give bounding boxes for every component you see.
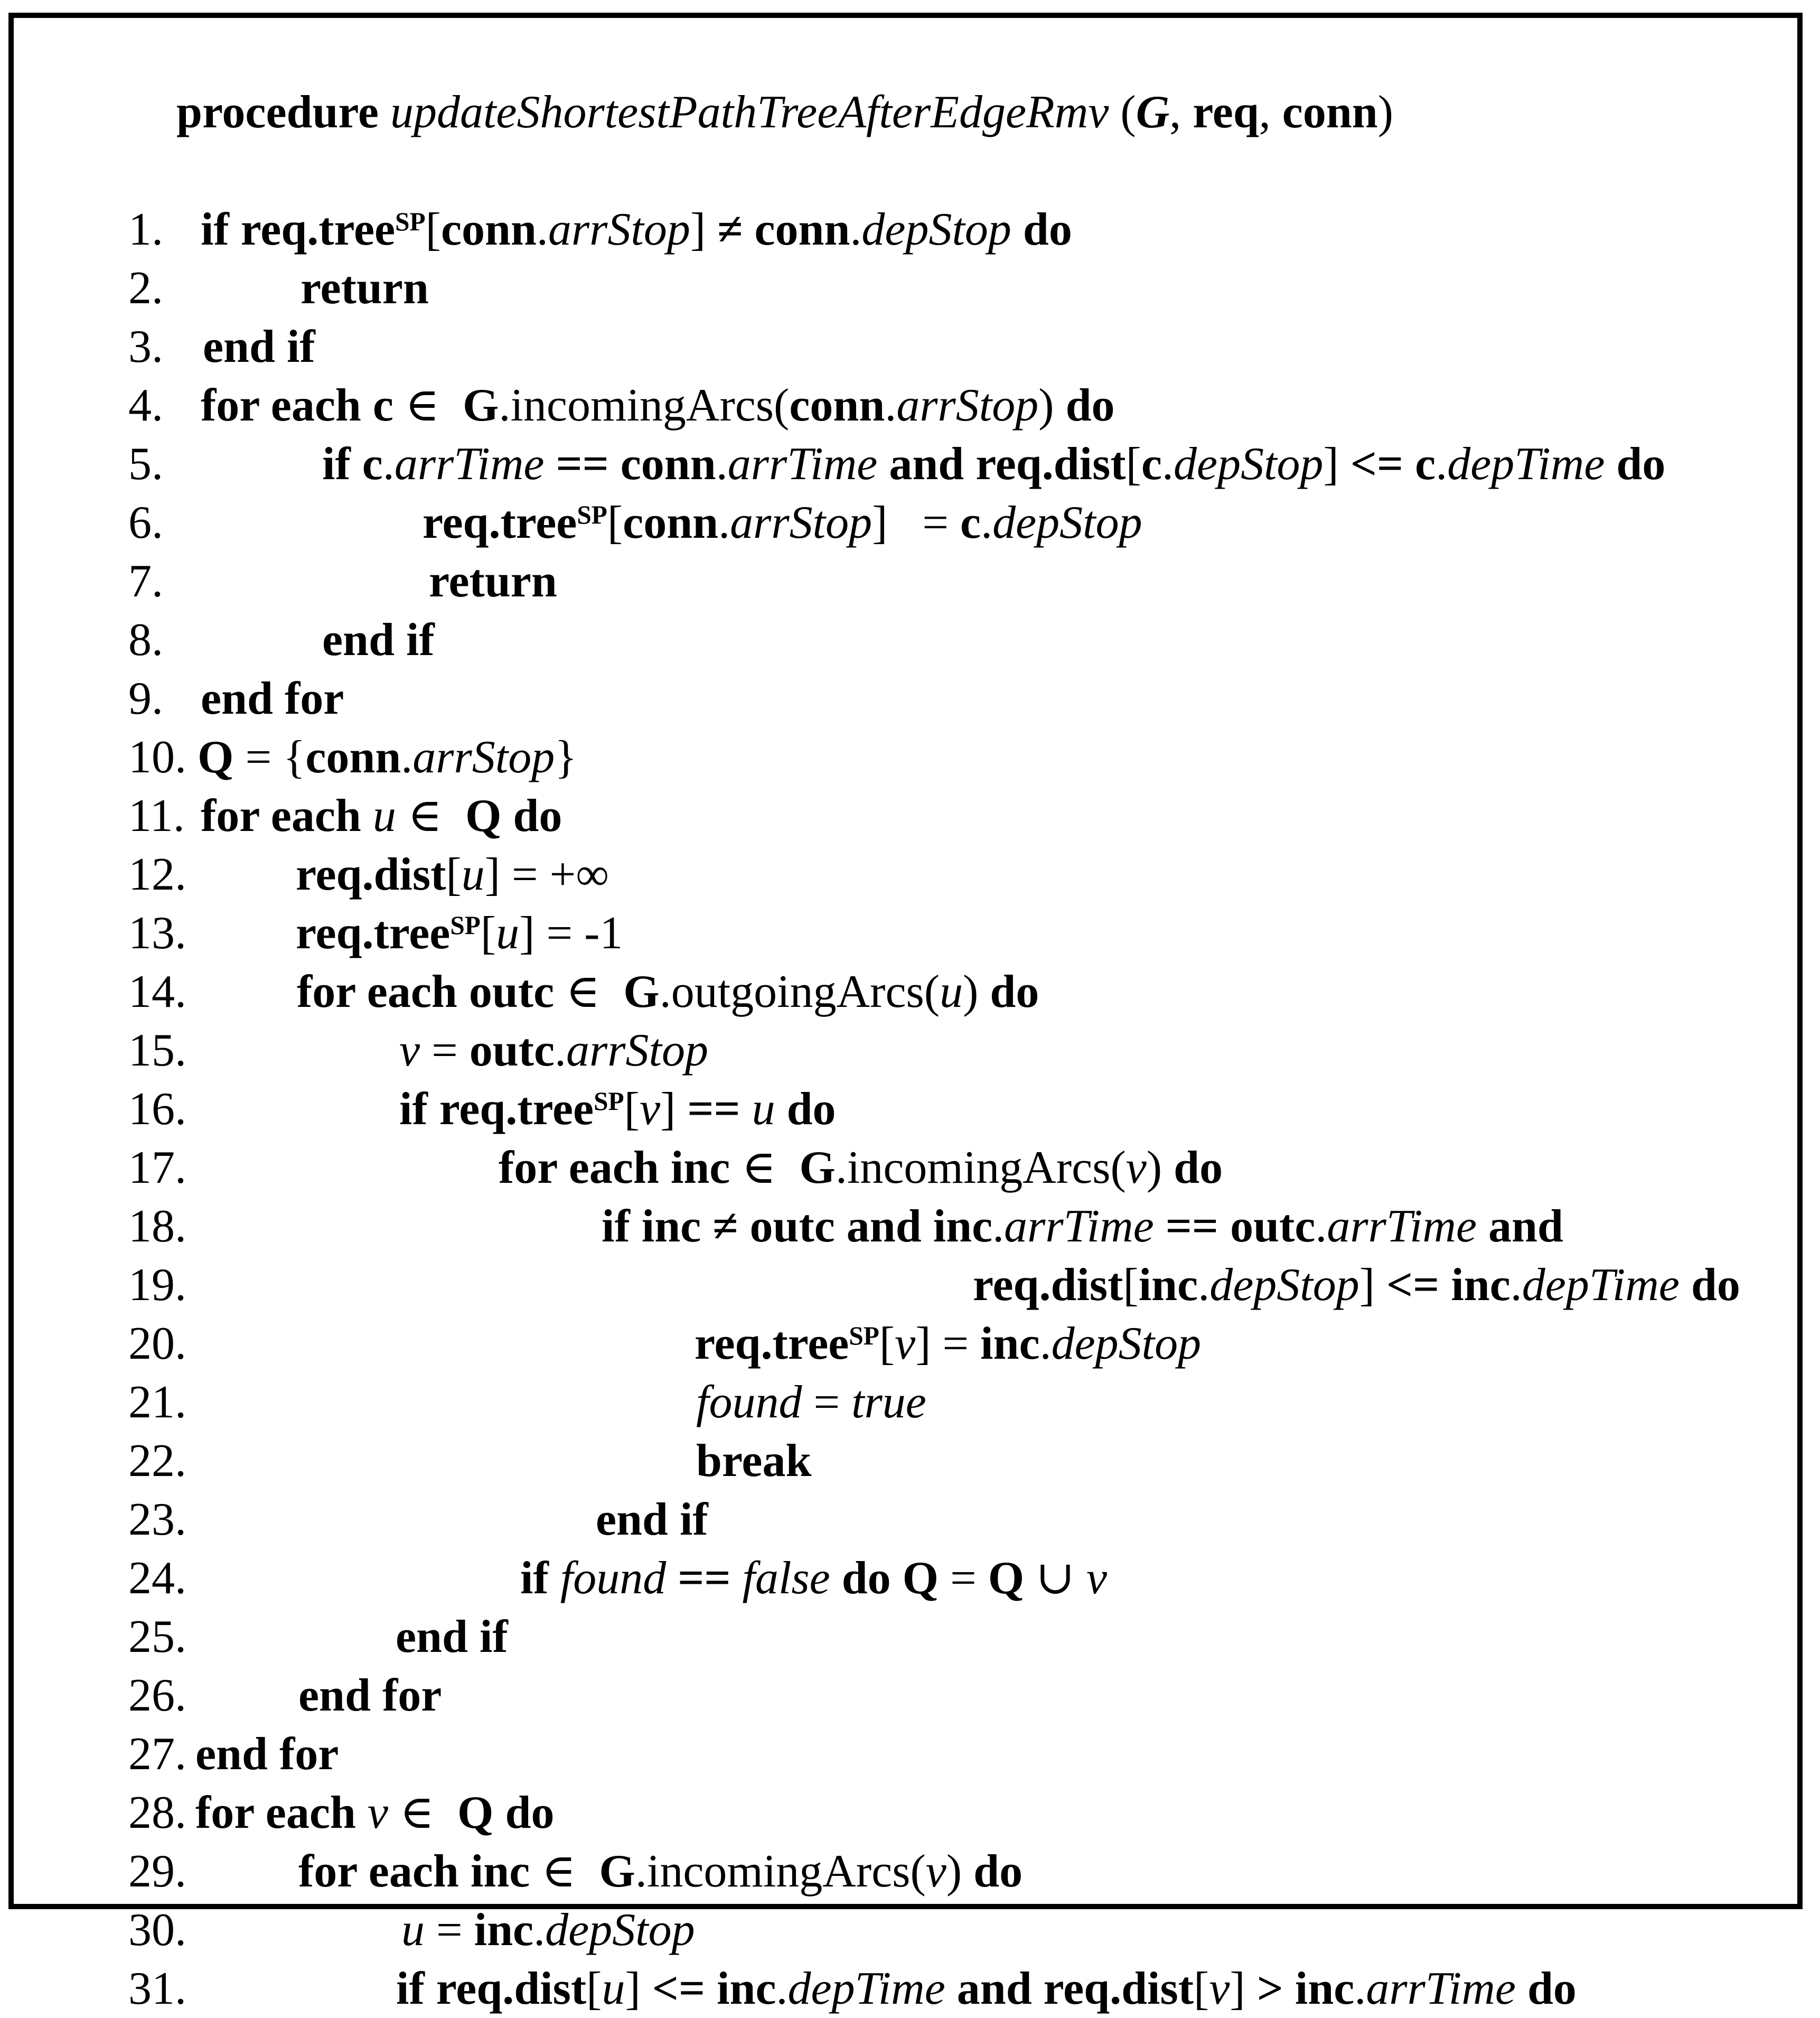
line-content bbox=[195, 1787, 554, 1838]
text-run: G bbox=[599, 1846, 635, 1897]
text-run: c bbox=[1415, 438, 1436, 490]
text-run: [ bbox=[1125, 438, 1141, 490]
text-run: Q bbox=[988, 1553, 1025, 1604]
text-run: , bbox=[1169, 87, 1193, 138]
line-number: 14. bbox=[128, 966, 186, 1017]
pseudocode-line bbox=[0, 1725, 1820, 1783]
text-run: depTime bbox=[787, 1963, 945, 2014]
text-run: arrStop bbox=[566, 1025, 708, 1076]
text-run: . bbox=[1039, 1318, 1052, 1369]
line-content bbox=[695, 1318, 1201, 1369]
text-run: break bbox=[696, 1435, 812, 1487]
text-run: do bbox=[1679, 1259, 1740, 1311]
pseudocode-line bbox=[0, 376, 1820, 435]
pseudocode-line bbox=[0, 317, 1820, 376]
text-run: if bbox=[520, 1553, 560, 1604]
line-content bbox=[401, 1904, 695, 1956]
line-content bbox=[602, 1201, 1563, 1252]
line-content bbox=[176, 87, 1393, 138]
line-number: 3. bbox=[128, 321, 163, 372]
line-content bbox=[203, 321, 315, 372]
text-run: u bbox=[602, 1963, 625, 2014]
text-run: [ bbox=[480, 908, 496, 959]
text-run: do bbox=[990, 966, 1039, 1017]
pseudocode-line bbox=[0, 435, 1820, 493]
pseudocode-line bbox=[0, 1549, 1820, 1608]
line-number: 31. bbox=[128, 1963, 186, 2014]
text-run: depStop bbox=[1209, 1259, 1359, 1311]
text-run: v bbox=[925, 1846, 946, 1897]
pseudocode-line bbox=[0, 1608, 1820, 1666]
pseudocode-line bbox=[0, 728, 1820, 787]
text-run: ] = bbox=[872, 497, 961, 548]
line-content bbox=[499, 1142, 1223, 1193]
text-run: true bbox=[851, 1377, 926, 1428]
line-number: 28. bbox=[128, 1787, 186, 1838]
pseudocode-line bbox=[0, 200, 1820, 259]
line-content bbox=[973, 1259, 1740, 1311]
line-content bbox=[296, 908, 623, 959]
line-content bbox=[201, 204, 1072, 255]
text-run: ] = bbox=[915, 1318, 981, 1369]
text-run: .incomingArcs( bbox=[835, 1142, 1126, 1193]
text-run: req bbox=[1193, 87, 1259, 138]
text-run: ) bbox=[963, 966, 990, 1017]
pseudocode-line bbox=[0, 845, 1820, 904]
line-number: 5. bbox=[128, 438, 163, 490]
text-run: ] bbox=[690, 204, 718, 255]
text-run: return bbox=[429, 556, 557, 607]
text-run: == bbox=[666, 1553, 743, 1604]
line-content bbox=[520, 1553, 1107, 1604]
text-run: . bbox=[718, 497, 730, 548]
pseudocode-line bbox=[0, 1666, 1820, 1725]
text-run: if req.tree bbox=[201, 204, 396, 255]
text-run: u bbox=[461, 849, 485, 900]
text-run: depStop bbox=[1051, 1318, 1202, 1369]
pseudocode-line bbox=[0, 669, 1820, 728]
line-content bbox=[195, 1729, 339, 1780]
line-number: 22. bbox=[128, 1435, 186, 1487]
pseudocode-line bbox=[0, 904, 1820, 963]
procedure-header bbox=[0, 24, 1820, 200]
text-run: ] bbox=[1230, 1963, 1257, 2014]
line-number: 17. bbox=[128, 1142, 186, 1193]
text-run: outc bbox=[469, 1025, 555, 1076]
text-run: G bbox=[623, 966, 660, 1017]
text-run: ] = -1 bbox=[519, 908, 623, 959]
text-run: [ bbox=[1194, 1963, 1209, 2014]
text-run: ∈ bbox=[393, 380, 463, 431]
text-run: . bbox=[1436, 438, 1448, 490]
text-run: arrStop bbox=[730, 497, 873, 548]
line-number: 4. bbox=[128, 380, 163, 431]
text-run: inc bbox=[474, 1904, 534, 1956]
text-run: req.dist bbox=[296, 849, 446, 900]
line-content bbox=[298, 1670, 442, 1721]
text-run: = bbox=[420, 1025, 470, 1076]
line-number: 15. bbox=[128, 1025, 186, 1076]
text-run: arrTime bbox=[727, 438, 878, 490]
text-run: outc bbox=[1230, 1201, 1316, 1252]
text-run: do bbox=[1065, 380, 1115, 431]
text-run: ∈ bbox=[730, 1142, 800, 1193]
text-run: inc bbox=[1451, 1259, 1511, 1311]
text-run: v bbox=[1086, 1553, 1107, 1604]
text-run: . bbox=[1510, 1259, 1522, 1311]
text-run: do bbox=[1011, 204, 1072, 255]
text-run: and req.dist bbox=[945, 1963, 1194, 2014]
text-run: G bbox=[799, 1142, 836, 1193]
text-run: inc bbox=[980, 1318, 1040, 1369]
text-run: } bbox=[555, 732, 577, 783]
text-run: G bbox=[1136, 87, 1170, 138]
text-run: u bbox=[401, 1904, 425, 1956]
text-run: ] bbox=[660, 1083, 688, 1135]
line-content bbox=[696, 1435, 811, 1487]
pseudocode-line bbox=[0, 1314, 1820, 1373]
pseudocode-line bbox=[0, 1490, 1820, 1549]
text-run: u bbox=[940, 966, 963, 1017]
text-run: SP bbox=[849, 1321, 879, 1350]
line-content bbox=[399, 1025, 708, 1076]
line-number: 16. bbox=[128, 1083, 186, 1135]
text-run: .outgoingArcs( bbox=[659, 966, 940, 1017]
text-run: <= bbox=[1386, 1259, 1451, 1311]
text-run: ) bbox=[1377, 87, 1394, 138]
text-run: if c bbox=[322, 438, 383, 490]
text-run: [ bbox=[425, 204, 441, 255]
line-number: 11. bbox=[128, 790, 185, 842]
line-number: 26. bbox=[128, 1670, 186, 1721]
text-run: depStop bbox=[1174, 438, 1324, 490]
text-run: inc bbox=[1294, 1963, 1355, 2014]
text-run: c bbox=[960, 497, 981, 548]
line-content bbox=[201, 673, 344, 724]
text-run: req.tree bbox=[695, 1318, 849, 1369]
text-run: . bbox=[401, 732, 413, 783]
text-run: ∈ bbox=[530, 1846, 599, 1897]
text-run: false bbox=[742, 1553, 830, 1604]
text-run: ( bbox=[1109, 87, 1136, 138]
text-run: = bbox=[425, 1904, 474, 1956]
text-run: depStop bbox=[545, 1904, 695, 1956]
text-run: ≠ conn bbox=[717, 204, 850, 255]
text-run: ∪ bbox=[1024, 1553, 1086, 1604]
line-number: 12. bbox=[128, 849, 186, 900]
text-run: for each bbox=[201, 790, 373, 842]
text-run: SP bbox=[577, 500, 607, 529]
text-run: . bbox=[992, 1201, 1005, 1252]
text-run: end for bbox=[298, 1670, 442, 1721]
text-run: . bbox=[885, 380, 897, 431]
line-number: 30. bbox=[128, 1904, 186, 1956]
text-run: depStop bbox=[861, 204, 1011, 255]
text-run: end if bbox=[322, 614, 435, 666]
text-run: . bbox=[382, 438, 395, 490]
text-run: Q do bbox=[465, 790, 562, 842]
text-run: depStop bbox=[992, 497, 1142, 548]
line-content bbox=[301, 263, 429, 314]
line-number: 7. bbox=[128, 556, 163, 607]
text-run: c bbox=[1141, 438, 1162, 490]
pseudocode-line bbox=[0, 1373, 1820, 1432]
text-run: = bbox=[802, 1377, 852, 1428]
line-content bbox=[198, 732, 577, 783]
pseudocode-line bbox=[0, 1197, 1820, 1256]
text-run: <= bbox=[652, 1963, 717, 2014]
text-run: req.tree bbox=[423, 497, 577, 548]
line-content bbox=[298, 1846, 1022, 1897]
line-number: 9. bbox=[128, 673, 163, 724]
text-run: if inc ≠ outc and inc bbox=[602, 1201, 993, 1252]
text-run: == bbox=[544, 438, 621, 490]
text-run: == bbox=[1153, 1201, 1231, 1252]
line-number: 13. bbox=[128, 908, 186, 959]
pseudocode-line bbox=[0, 1138, 1820, 1197]
text-run: ∈ bbox=[554, 966, 624, 1017]
text-run: . bbox=[536, 204, 548, 255]
text-run: SP bbox=[450, 910, 481, 940]
text-run: for each inc bbox=[298, 1846, 530, 1897]
text-run: ] bbox=[1359, 1259, 1387, 1311]
pseudocode-line bbox=[0, 1959, 1820, 2018]
text-run: SP bbox=[594, 1086, 624, 1116]
pseudocode-line bbox=[0, 1080, 1820, 1138]
text-run: . bbox=[1198, 1259, 1210, 1311]
line-number: 8. bbox=[128, 614, 163, 666]
text-run: arrStop bbox=[412, 732, 555, 783]
text-run: ] bbox=[1323, 438, 1350, 490]
text-run: return bbox=[301, 263, 429, 314]
text-run: req.tree bbox=[296, 908, 451, 959]
text-run: [ bbox=[607, 497, 623, 548]
text-run: and bbox=[1477, 1201, 1563, 1252]
text-run: end for bbox=[201, 673, 344, 724]
text-run: do bbox=[775, 1083, 836, 1135]
pseudocode-line bbox=[0, 1901, 1820, 1959]
line-content bbox=[396, 1963, 1577, 2014]
text-run: found bbox=[696, 1377, 802, 1428]
text-run: arrTime bbox=[394, 438, 545, 490]
line-number: 24. bbox=[128, 1553, 186, 1604]
pseudocode-line bbox=[0, 552, 1820, 611]
text-run: u bbox=[496, 908, 520, 959]
text-run: [ bbox=[1123, 1259, 1139, 1311]
line-content bbox=[322, 438, 1665, 490]
text-run: . bbox=[1315, 1201, 1327, 1252]
text-run: for each inc bbox=[499, 1142, 730, 1193]
line-number: 6. bbox=[128, 497, 163, 548]
pseudocode bbox=[0, 24, 1820, 2018]
text-run: v bbox=[399, 1025, 420, 1076]
text-run: [ bbox=[879, 1318, 895, 1369]
text-run: procedure bbox=[176, 87, 390, 138]
text-run: . bbox=[1162, 438, 1174, 490]
line-number: 20. bbox=[128, 1318, 186, 1369]
line-number: 10. bbox=[128, 732, 186, 783]
text-run: G bbox=[463, 380, 499, 431]
text-run: v bbox=[895, 1318, 916, 1369]
text-run: v bbox=[367, 1787, 388, 1838]
text-run: . bbox=[850, 204, 862, 255]
text-run: do bbox=[1174, 1142, 1223, 1193]
text-run: conn bbox=[620, 438, 716, 490]
line-number: 23. bbox=[128, 1494, 186, 1545]
line-number: 19. bbox=[128, 1259, 186, 1311]
text-run: ) bbox=[1038, 380, 1066, 431]
line-number: 1. bbox=[128, 204, 163, 255]
text-run: v bbox=[1125, 1142, 1147, 1193]
text-run: > bbox=[1256, 1963, 1295, 2014]
text-run: .incomingArcs( bbox=[635, 1846, 926, 1897]
line-content bbox=[396, 1611, 508, 1662]
text-run: Q bbox=[198, 732, 234, 783]
text-run: v bbox=[1209, 1963, 1230, 2014]
pseudocode-line bbox=[0, 1256, 1820, 1314]
line-number: 27. bbox=[128, 1729, 186, 1780]
text-run: arrTime bbox=[1004, 1201, 1154, 1252]
line-content bbox=[399, 1083, 836, 1135]
text-run: ] = +∞ bbox=[484, 849, 609, 900]
text-run: arrTime bbox=[1366, 1963, 1516, 2014]
pseudocode-line bbox=[0, 259, 1820, 317]
text-run: . bbox=[776, 1963, 788, 2014]
text-run: = bbox=[939, 1553, 988, 1604]
line-content bbox=[201, 790, 562, 842]
pseudocode-line bbox=[0, 611, 1820, 669]
text-run: do bbox=[973, 1846, 1023, 1897]
text-run: and req.dist bbox=[877, 438, 1126, 490]
line-content bbox=[201, 380, 1115, 431]
text-run: arrStop bbox=[896, 380, 1039, 431]
text-run: updateShortestPathTreeAfterEdgeRmv bbox=[390, 87, 1109, 138]
text-run: for each outc bbox=[297, 966, 555, 1017]
text-run: u bbox=[372, 790, 396, 842]
pseudocode-line bbox=[0, 493, 1820, 552]
text-run: . bbox=[716, 438, 728, 490]
text-run: , bbox=[1259, 87, 1282, 138]
text-run: <= bbox=[1350, 438, 1415, 490]
text-run: . bbox=[533, 1904, 546, 1956]
text-run: end if bbox=[596, 1494, 708, 1545]
text-run: ] bbox=[625, 1963, 652, 2014]
line-content bbox=[322, 614, 435, 666]
text-run: conn bbox=[623, 497, 719, 548]
text-run: if req.dist bbox=[396, 1963, 587, 2014]
text-run: Q do bbox=[457, 1787, 555, 1838]
text-run: v bbox=[639, 1083, 660, 1135]
text-run: == bbox=[687, 1083, 752, 1135]
text-run: . bbox=[555, 1025, 567, 1076]
text-run: depTime bbox=[1522, 1259, 1680, 1311]
line-content bbox=[429, 556, 557, 607]
text-run: conn bbox=[305, 732, 401, 783]
line-content bbox=[696, 1377, 926, 1428]
text-run: inc bbox=[717, 1963, 776, 2014]
text-run: = { bbox=[233, 732, 306, 783]
pseudocode-line bbox=[0, 1021, 1820, 1080]
text-run: . bbox=[1354, 1963, 1366, 2014]
text-run: if req.tree bbox=[399, 1083, 594, 1135]
text-run: . bbox=[981, 497, 993, 548]
text-run: depTime bbox=[1447, 438, 1605, 490]
text-run: ) bbox=[946, 1846, 974, 1897]
text-run: ) bbox=[1146, 1142, 1174, 1193]
text-run: conn bbox=[440, 204, 537, 255]
pseudocode-line bbox=[0, 963, 1820, 1021]
line-content bbox=[596, 1494, 708, 1545]
text-run: end for bbox=[195, 1729, 339, 1780]
pseudocode-line bbox=[0, 1783, 1820, 1842]
text-run: .incomingArcs( bbox=[499, 380, 790, 431]
line-number: 2. bbox=[128, 263, 163, 314]
text-run: arrStop bbox=[548, 204, 690, 255]
line-number: 18. bbox=[128, 1201, 186, 1252]
line-number: 29. bbox=[128, 1846, 186, 1897]
line-content bbox=[423, 497, 1142, 548]
text-run: SP bbox=[395, 207, 426, 236]
text-run: [ bbox=[446, 849, 462, 900]
line-number: 25. bbox=[128, 1611, 186, 1662]
text-run: end if bbox=[396, 1611, 508, 1662]
text-run: ∈ bbox=[396, 790, 465, 842]
line-number: 21. bbox=[128, 1377, 186, 1428]
text-run: for each c bbox=[201, 380, 393, 431]
text-run: found bbox=[560, 1553, 667, 1604]
text-run: [ bbox=[624, 1083, 640, 1135]
text-run: conn bbox=[1282, 87, 1378, 138]
text-run: do bbox=[1605, 438, 1666, 490]
text-run: ∈ bbox=[388, 1787, 458, 1838]
text-run: [ bbox=[586, 1963, 602, 2014]
text-run: arrTime bbox=[1327, 1201, 1477, 1252]
text-run: u bbox=[752, 1083, 775, 1135]
text-run: for each bbox=[195, 1787, 368, 1838]
text-run: do Q bbox=[830, 1553, 939, 1604]
text-run: do bbox=[1515, 1963, 1577, 2014]
pseudocode-line bbox=[0, 1842, 1820, 1901]
line-content bbox=[297, 966, 1039, 1017]
text-run: inc bbox=[1138, 1259, 1198, 1311]
pseudocode-line bbox=[0, 1432, 1820, 1490]
text-run: end if bbox=[203, 321, 315, 372]
text-run: conn bbox=[789, 380, 885, 431]
text-run: req.dist bbox=[973, 1259, 1123, 1311]
line-content bbox=[296, 849, 609, 900]
pseudocode-line bbox=[0, 787, 1820, 845]
